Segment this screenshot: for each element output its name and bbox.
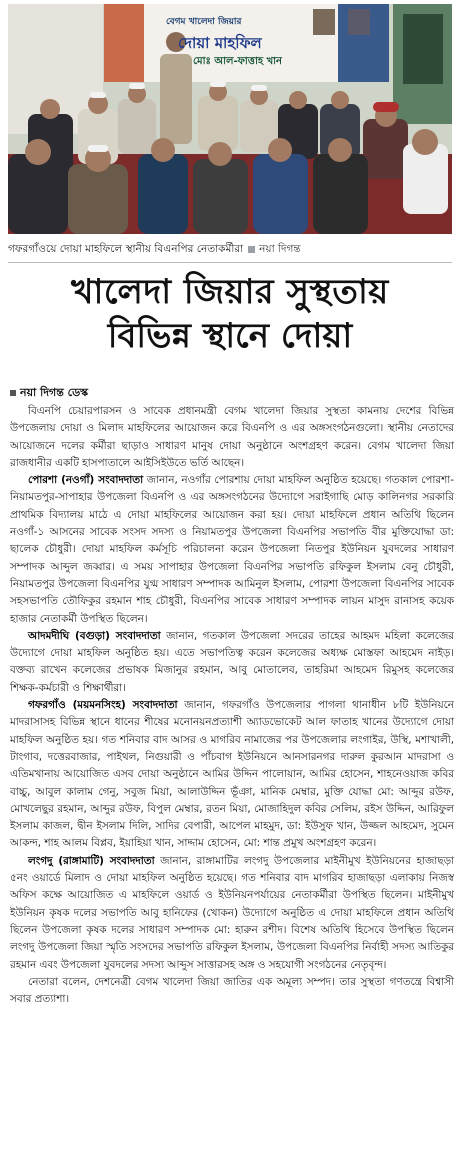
banner-line-1: বেগম খালেদা জিয়ার bbox=[166, 17, 242, 27]
caption-source: নয়া দিগন্ত bbox=[259, 243, 301, 255]
article-body bbox=[10, 403, 454, 1008]
paragraph-lead: আদমদীঘি (বগুড়া) সংবাদদাতা bbox=[28, 629, 161, 642]
paragraph-lead: পোরশা (নওগাঁ) সংবাদদাতা bbox=[28, 474, 144, 487]
photo-caption bbox=[8, 242, 452, 259]
paragraph bbox=[10, 853, 454, 974]
paragraph bbox=[10, 697, 454, 853]
banner-line-3: মোঃ আল-ফাত্তাহ খান bbox=[193, 56, 283, 67]
paragraph bbox=[10, 628, 454, 697]
paragraph-lead: লংগদু (রাঙ্গামাটি) সংবাদদাতা bbox=[28, 854, 155, 867]
caption-separator-icon bbox=[248, 246, 255, 253]
headline-line-2: বিভিন্ন স্থানে দোয়া bbox=[107, 316, 353, 356]
paragraph-text: বিএনপি চেয়ারপারসন ও সাবেক প্রধানমন্ত্রী বেগম খালেদা জিয়ার সুস্থতা কামনায় দেশের বিভিন্ন উপজেলায় দোয়া ও মিলাদ মাহফিলের আয়োজন করে বিএনপি ও এর অঙ্গসংগঠনগুলো। স্থানীয় নেতাদের আয়োজনে দলের কর্মীরা ছাড়াও সাধারণ মানুষ দোয়া অনুষ্ঠানে অংশগ্রহণ করেন। বেগম খালেদা জিয়া রাজধানীর একটি হাসপাতালে আইসিইউতে ভর্তি আছেন। bbox=[10, 405, 454, 469]
paragraph-text: নেতারা বলেন, দেশনেত্রী বেগম খালেদা জিয়া জাতির এক অমূল্য সম্পদ। তার সুস্থতা গণতন্ত্রে বিশ্বাসী সবার প্রত্যাশা। bbox=[10, 975, 454, 1006]
bullet-icon bbox=[10, 390, 16, 396]
paragraph-text: জানান, গফরগাঁও উপজেলার পাগলা থানাধীন ৮টি ইউনিয়নে মাদরাসাসহ বিভিন্ন স্থানে ধানের শীষের মনোনয়নপ্রত্যাশী অ্যাডভোকেট আল ফাতাহ খানের উদ্যোগে দোয়া মাহফিল অনুষ্ঠিত হয়। গত শনিবার বাদ আসর ও মাগরিব নামাজের পর উপজেলার লংগাইর, উস্থি, মশাখালী, টাংগাব, দত্তেরবাজার, পাইথল, নিগুয়ারী ও পাঁচবাগ ইউনিয়নে আনসারনগর দারুল কুরআন মাদরাসা ও এতিমখানায় আয়োজিত এসব দোয়া অনুষ্ঠানে আমির উদ্দিন পালোয়ান, আমির হোসেন, শাহনেওয়াজ কবির বাচ্চু, আবুল কালাম গেনু, সবুজ মিয়া, আলাউদ্দিন ভূঁঞা, মানিক মেম্বার, মুক্তি যোদ্ধা মো: আব্দুর রউফ, মোখলেছুর রহমান, আব্দুর রউফ, বিপুল মেম্বার, রতন মিয়া, মোজাহিদুল কবির সেলিম, রইস উদ্দিন, আরিফুল ইসলাম কাজল, দ্বীন ইসলাম দিলি, সাদির বেপারী, আপেল মাহমুদ, ডা: ইউসুফ খান, উজ্জল আহমেদ, সুমেন আকন্দ, শাহ আলম বিপ্লব, ইয়াহিয়া খান, সাদ্দাম হোসেন, মো: শান্ত প্রমুখ অংশগ্রহণ করেন। bbox=[10, 699, 455, 850]
byline bbox=[10, 384, 88, 403]
paragraph-text: জানান, গতকাল উপজেলা সদরের তাহের আহমদ মহিলা কলেজের উদ্যোগে দোয়া মাহফিল অনুষ্ঠিত হয়। এতে সভাপতিত্ব করেন কলেজের অধ্যক্ষ মোস্তফা আহমেদ নাইড়। বক্তব্য রাখেন কলেজের প্রভাষক মিজানুর রহমান, আবু মোতালেব, তাহরিমা আহমেদ রিমুসহ কলেজের শিক্ষক-কর্মচারী ও শিক্ষার্থীরা। bbox=[10, 629, 454, 694]
paragraph bbox=[10, 403, 454, 472]
caption-text: গফরগাঁওয়ে দোয়া মাহফিলে স্থানীয় বিএনপির নেতাকর্মীরা bbox=[8, 243, 244, 255]
event-photo bbox=[8, 4, 452, 234]
byline-text: নয়া দিগন্ত ডেস্ক bbox=[20, 386, 89, 399]
headline-line-1: খালেদা জিয়ার সুস্থতায় bbox=[71, 272, 389, 312]
headline bbox=[8, 270, 452, 358]
banner-line-2: দোয়া মাহফিল bbox=[178, 34, 262, 52]
paragraph bbox=[10, 472, 454, 628]
paragraph-text: জানান, রাঙ্গামাটির লংগদু উপজেলার মাইনীমুখ ইউনিয়নের হাজাছড়া ৫নং ওয়ার্ডে মিলাদ ও দোয়া মাহফিল অনুষ্ঠিত হয়েছে। গত শনিবার বাদ মাগরিব হাজাছড়া এলাকায় নিজস্ব অফিস কক্ষে আয়োজিত এ মাহফিলে ওয়ার্ড ও ইউনিয়নপর্যায়ের নেতাকর্মীরা উপস্থিত ছিলেন। মাইনীমুখ ইউনিয়ন কৃষক দলের সভাপতি আবু হানিফের (খোকন) উদ্যোগে অনুষ্ঠিত এ দোয়া মাহফিলে প্রধান অতিথি ছিলেন উপজেলা কৃষক দলের সাধারণ সম্পাদক মো: হারুন রশীদ। বিশেষ অতিথি হিসেবে উপস্থিত ছিলেন লংগদু উপজেলা জিয়া স্মৃতি সংসদের সভাপতি রফিকুল ইসলাম, উপজেলা বিএনপির নির্বাহী সদস্য আতিকুর রহমান এবং উপজেলা যুবদলের সদস্য আব্দুস সাত্তারসহ অঙ্গ ও সহযোগী সংগঠনের নেতৃবৃন্দ। bbox=[10, 854, 454, 971]
paragraph-lead: গফরগাঁও (ময়মনসিংহ) সংবাদদাতা bbox=[28, 699, 178, 712]
paragraph bbox=[10, 974, 454, 1009]
divider bbox=[8, 262, 452, 263]
paragraph-text: জানান, নওগাঁর পোরশায় দোয়া মাহফিল অনুষ্ঠিত হয়েছে। গতকাল পোরশা-নিয়ামতপুর-সাপাহার উপজেলা বিএনপি ও এর অঙ্গসংগঠনের উদ্যোগে সরাইগাছি মোড় কালিনগর সরকারি প্রাথমিক বিদ্যালয় মাঠে এ দোয়া মাহফিলের আয়োজন করা হয়। দোয়া মাহফিলে প্রধান অতিথি ছিলেন নওগাঁ-১ আসনের সাবেক সংসদ সদস্য ও নিয়ামতপুর উপজেলা বিএনপির সভাপতি বীর মুক্তিযোদ্ধা ডা: ছালেক চৌধুরী। দোয়া মাহফিল কর্মসূচি পরিচালনা করেন উপজেলা নিতপুর ইউনিয়ন যুবদলের সাধারণ সম্পাদক আব্দুল জব্বার। এ সময় সাপাহার উপজেলা বিএনপির সভাপতি রফিকুল ইসলাম বেনু চৌধুরী, নিয়ামতপুর উপজেলা বিএনপির যুগ্ম সাধারণ সম্পাদক আমিনুল ইসলাম, পোরশা উপজেলা বিএনপির সাবেক সহসভাপতি তৌফিকুর রহমান শাহ চৌধুরী, বিএনপির সাবেক সাধারণ সম্পাদক লায়ন মাসুদ রানাসহ কয়েক হাজার নেতাকর্মী উপস্থিত ছিলেন। bbox=[10, 474, 454, 625]
